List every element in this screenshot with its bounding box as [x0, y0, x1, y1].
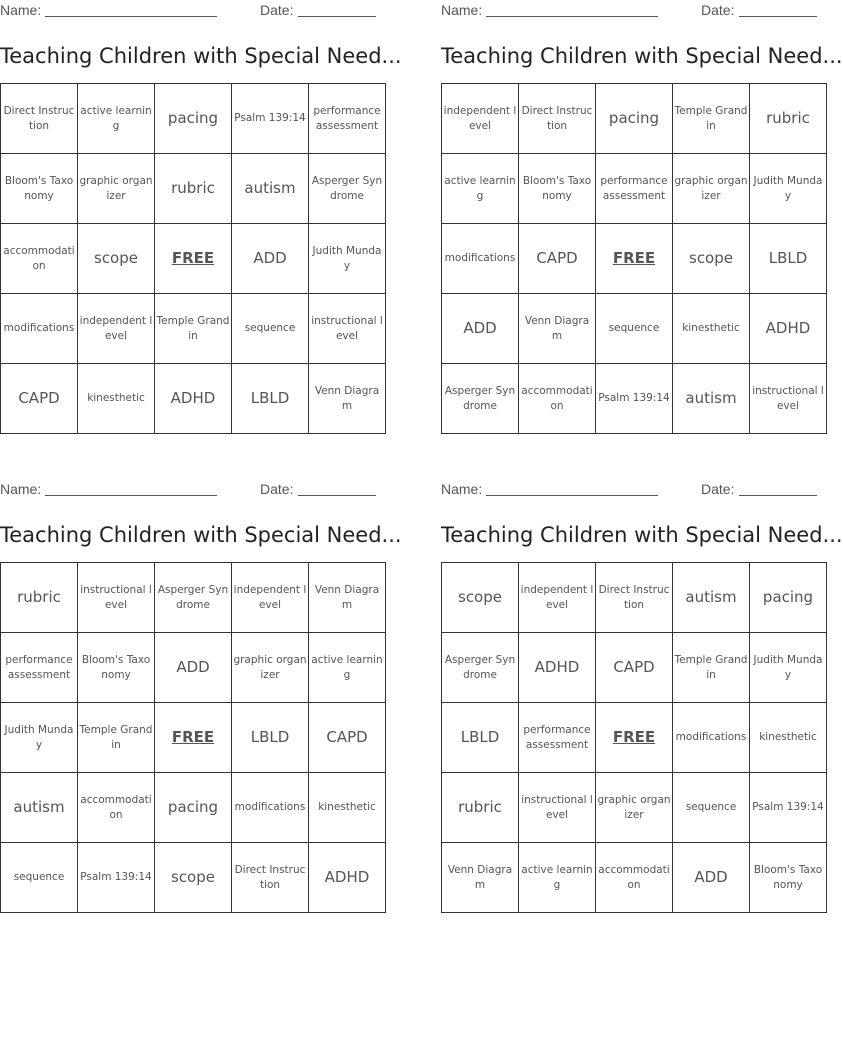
grid-row [442, 154, 827, 224]
bingo-cell: graphic organizer [232, 633, 309, 703]
bingo-grid [0, 83, 386, 434]
bingo-cell: modifications [673, 703, 750, 773]
bingo-cell: Bloom's Taxonomy [78, 633, 155, 703]
bingo-cell: CAPD [309, 703, 386, 773]
bingo-cell: autism [673, 364, 750, 434]
bingo-cell: pacing [155, 773, 232, 843]
name-label: Name: [0, 481, 42, 497]
bingo-cell: sequence [596, 294, 673, 364]
bingo-cell: Bloom's Taxonomy [519, 154, 596, 224]
bingo-cell: performance assessment [1, 633, 78, 703]
name-label: Name: [0, 2, 42, 18]
bingo-cell: Psalm 139:14 [750, 773, 827, 843]
bingo-cell: instructional level [309, 294, 386, 364]
bingo-card [0, 0, 402, 412]
bingo-cell: ADD [155, 633, 232, 703]
name-field-line[interactable] [486, 495, 658, 496]
free-space-cell: FREE [155, 703, 232, 773]
grid-row [442, 703, 827, 773]
date-field-line[interactable] [739, 495, 817, 496]
bingo-cell: LBLD [750, 224, 827, 294]
bingo-cell: ADHD [309, 843, 386, 913]
bingo-cell: ADHD [155, 364, 232, 434]
bingo-cell: CAPD [519, 224, 596, 294]
bingo-cell: independent level [232, 563, 309, 633]
grid-row [442, 633, 827, 703]
bingo-cell: ADHD [750, 294, 827, 364]
bingo-cell: rubric [1, 563, 78, 633]
bingo-cell: graphic organizer [596, 773, 673, 843]
bingo-grid [441, 562, 827, 913]
bingo-cell: pacing [155, 84, 232, 154]
grid-row [1, 154, 386, 224]
grid-row [1, 773, 386, 843]
grid-row [442, 843, 827, 913]
bingo-cell: ADD [232, 224, 309, 294]
bingo-cell: Judith Munday [750, 633, 827, 703]
date-label: Date: [701, 2, 735, 18]
bingo-cell: performance assessment [309, 84, 386, 154]
grid-row [1, 633, 386, 703]
date-label: Date: [701, 481, 735, 497]
bingo-cell: Direct Instruction [519, 84, 596, 154]
bingo-cell: Venn Diagram [309, 364, 386, 434]
bingo-cell: ADHD [519, 633, 596, 703]
bingo-cell: ADD [673, 843, 750, 913]
bingo-cell: performance assessment [519, 703, 596, 773]
grid-row [442, 563, 827, 633]
grid-row [442, 84, 827, 154]
grid-row [1, 703, 386, 773]
name-label: Name: [441, 481, 483, 497]
bingo-cell: rubric [442, 773, 519, 843]
bingo-cell: Psalm 139:14 [232, 84, 309, 154]
bingo-grid [0, 562, 386, 913]
date-field-line[interactable] [739, 16, 817, 17]
bingo-cell: Judith Munday [1, 703, 78, 773]
bingo-cell: CAPD [596, 633, 673, 703]
name-date-row [0, 0, 376, 20]
bingo-cell: rubric [155, 154, 232, 224]
card-title: Teaching Children with Special Need... [0, 44, 402, 68]
bingo-cell: LBLD [442, 703, 519, 773]
bingo-cell: Judith Munday [750, 154, 827, 224]
bingo-cell: Bloom's Taxonomy [750, 843, 827, 913]
bingo-cell: autism [1, 773, 78, 843]
bingo-cell: Temple Grandin [78, 703, 155, 773]
bingo-cell: Asperger Syndrome [155, 563, 232, 633]
card-title: Teaching Children with Special Need... [441, 523, 843, 547]
bingo-cell: independent level [519, 563, 596, 633]
bingo-cell: kinesthetic [309, 773, 386, 843]
date-field-line[interactable] [298, 495, 376, 496]
bingo-cell: scope [78, 224, 155, 294]
date-label: Date: [260, 481, 294, 497]
name-field-line[interactable] [45, 495, 217, 496]
card-title: Teaching Children with Special Need... [0, 523, 402, 547]
bingo-cell: pacing [750, 563, 827, 633]
bingo-cell: modifications [232, 773, 309, 843]
bingo-cell: rubric [750, 84, 827, 154]
bingo-cell: autism [673, 563, 750, 633]
date-field-line[interactable] [298, 16, 376, 17]
name-date-row [441, 479, 817, 499]
bingo-cell: accommodation [596, 843, 673, 913]
bingo-cell: instructional level [750, 364, 827, 434]
bingo-cell: Direct Instruction [1, 84, 78, 154]
bingo-cell: Psalm 139:14 [596, 364, 673, 434]
bingo-cell: kinesthetic [673, 294, 750, 364]
bingo-cell: ADD [442, 294, 519, 364]
bingo-cell: pacing [596, 84, 673, 154]
bingo-cell: kinesthetic [750, 703, 827, 773]
grid-row [1, 294, 386, 364]
bingo-cell: Temple Grandin [673, 633, 750, 703]
name-field-line[interactable] [486, 16, 658, 17]
bingo-cell: accommodation [1, 224, 78, 294]
grid-row [1, 843, 386, 913]
grid-row [442, 364, 827, 434]
bingo-card [441, 479, 843, 891]
bingo-cell: independent level [78, 294, 155, 364]
bingo-cell: graphic organizer [673, 154, 750, 224]
free-space-cell: FREE [596, 224, 673, 294]
bingo-cell: kinesthetic [78, 364, 155, 434]
grid-row [442, 224, 827, 294]
bingo-cell: Psalm 139:14 [78, 843, 155, 913]
bingo-card [0, 479, 402, 891]
bingo-cell: active learning [442, 154, 519, 224]
bingo-cell: independent level [442, 84, 519, 154]
bingo-cell: scope [155, 843, 232, 913]
grid-row [1, 84, 386, 154]
name-field-line[interactable] [45, 16, 217, 17]
grid-row [1, 364, 386, 434]
bingo-cell: Venn Diagram [309, 563, 386, 633]
bingo-cell: active learning [78, 84, 155, 154]
bingo-cell: LBLD [232, 364, 309, 434]
grid-row [442, 773, 827, 843]
bingo-grid [441, 83, 827, 434]
bingo-cell: Direct Instruction [596, 563, 673, 633]
bingo-cell: accommodation [519, 364, 596, 434]
bingo-cell: instructional level [519, 773, 596, 843]
bingo-cell: CAPD [1, 364, 78, 434]
bingo-cell: Venn Diagram [442, 843, 519, 913]
bingo-cell: modifications [1, 294, 78, 364]
bingo-cell: sequence [232, 294, 309, 364]
bingo-cell: Temple Grandin [673, 84, 750, 154]
bingo-card [441, 0, 843, 412]
bingo-cell: instructional level [78, 563, 155, 633]
bingo-cell: accommodation [78, 773, 155, 843]
free-space-cell: FREE [155, 224, 232, 294]
name-date-row [441, 0, 817, 20]
card-title: Teaching Children with Special Need... [441, 44, 843, 68]
bingo-cell: sequence [1, 843, 78, 913]
grid-row [1, 563, 386, 633]
bingo-cell: autism [232, 154, 309, 224]
grid-row [1, 224, 386, 294]
bingo-cell: modifications [442, 224, 519, 294]
bingo-cell: Asperger Syndrome [309, 154, 386, 224]
bingo-cell: active learning [519, 843, 596, 913]
bingo-cell: Asperger Syndrome [442, 364, 519, 434]
bingo-cell: Direct Instruction [232, 843, 309, 913]
bingo-cell: Venn Diagram [519, 294, 596, 364]
bingo-cell: active learning [309, 633, 386, 703]
free-space-cell: FREE [596, 703, 673, 773]
bingo-cell: sequence [673, 773, 750, 843]
bingo-cell: graphic organizer [78, 154, 155, 224]
bingo-cell: Bloom's Taxonomy [1, 154, 78, 224]
bingo-cell: performance assessment [596, 154, 673, 224]
grid-row [442, 294, 827, 364]
bingo-cell: LBLD [232, 703, 309, 773]
name-label: Name: [441, 2, 483, 18]
name-date-row [0, 479, 376, 499]
bingo-cell: scope [442, 563, 519, 633]
bingo-cell: Asperger Syndrome [442, 633, 519, 703]
bingo-cell: Judith Munday [309, 224, 386, 294]
bingo-cell: Temple Grandin [155, 294, 232, 364]
date-label: Date: [260, 2, 294, 18]
bingo-cell: scope [673, 224, 750, 294]
